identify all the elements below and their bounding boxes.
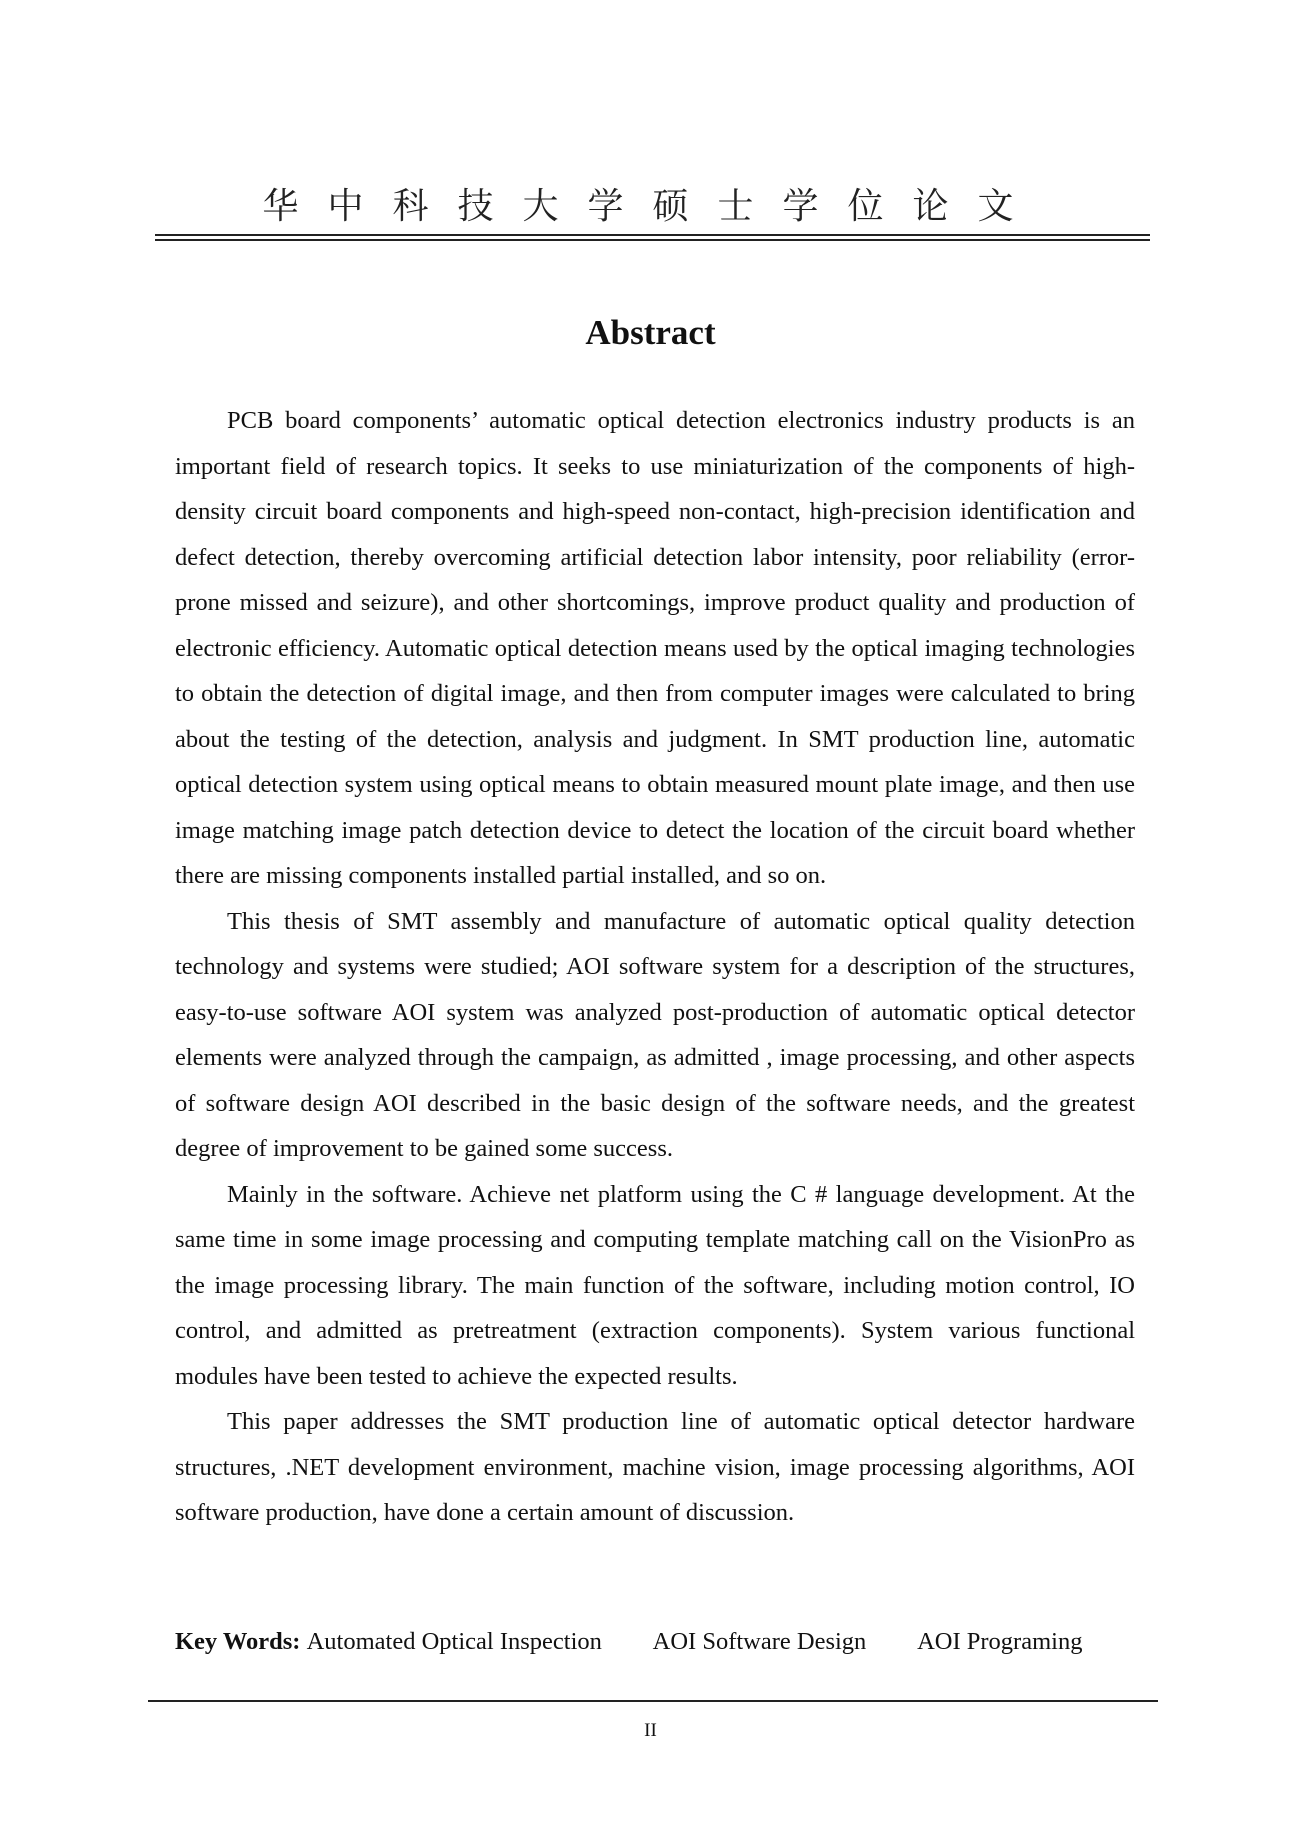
keyword-2: AOI Software Design xyxy=(652,1628,867,1655)
abstract-paragraph-3: Mainly in the software. Achieve net platform using the C # language development. At the same time in some image processing and computing template matching call on the VisionPro as the image processing library. The main function of the software, including motion control, IO control, and admitted as pretreatment (extraction components). System various functional modules have been tested to achieve the expected results. xyxy=(175,1180,1135,1390)
page-header-title: 华中科技大学硕士学位论文 xyxy=(262,186,1043,227)
keyword-3: AOI Programing xyxy=(917,1628,1083,1655)
abstract-paragraph-4: This paper addresses the SMT production line of automatic optical detector hardware structures, .NET development environment, machine vision, image processing algorithms, AOI software production, have done a certain amount of discussion. xyxy=(175,1408,1135,1526)
abstract-paragraph-2: This thesis of SMT assembly and manufacture of automatic optical quality detection technology and systems were studied; AOI software system for a description of the structures, easy-to-use software AOI system was analyzed post-production of automatic optical detector elements were analyzed through the campaign, as admitted , image processing, and other aspects of software design AOI described in the basic design of the software needs, and the greatest degree of improvement to be gained some success. xyxy=(175,907,1135,1162)
footer-rule xyxy=(148,1700,1158,1702)
header-rule-lower xyxy=(155,239,1150,241)
abstract-body xyxy=(175,398,1135,1536)
header-rule-upper xyxy=(155,234,1150,236)
page-number: II xyxy=(644,1720,657,1741)
keywords-line xyxy=(175,1628,1135,1656)
keyword-1: Automated Optical Inspection xyxy=(306,1628,602,1655)
keywords-label: Key Words: xyxy=(175,1628,307,1655)
abstract-paragraph-1: PCB board components’ automatic optical detection electronics industry products is an important field of research topics. It seeks to use miniaturization of the components of high-density circuit board components and high-speed non-contact, high-precision identification and defect detection, thereby overcoming artificial detection labor intensity, poor reliability (error-prone missed and seizure), and other shortcomings, improve product quality and production of electronic efficiency. Automatic optical detection means used by the optical imaging technologies to obtain the detection of digital image, and then from computer images were calculated to bring about the testing of the detection, analysis and judgment. In SMT production line, automatic optical detection system using optical means to obtain measured mount plate image, and then use image matching image patch detection device to detect the location of the circuit board whether there are missing components installed partial installed, and so on. xyxy=(175,407,1135,889)
abstract-heading: Abstract xyxy=(585,313,716,352)
